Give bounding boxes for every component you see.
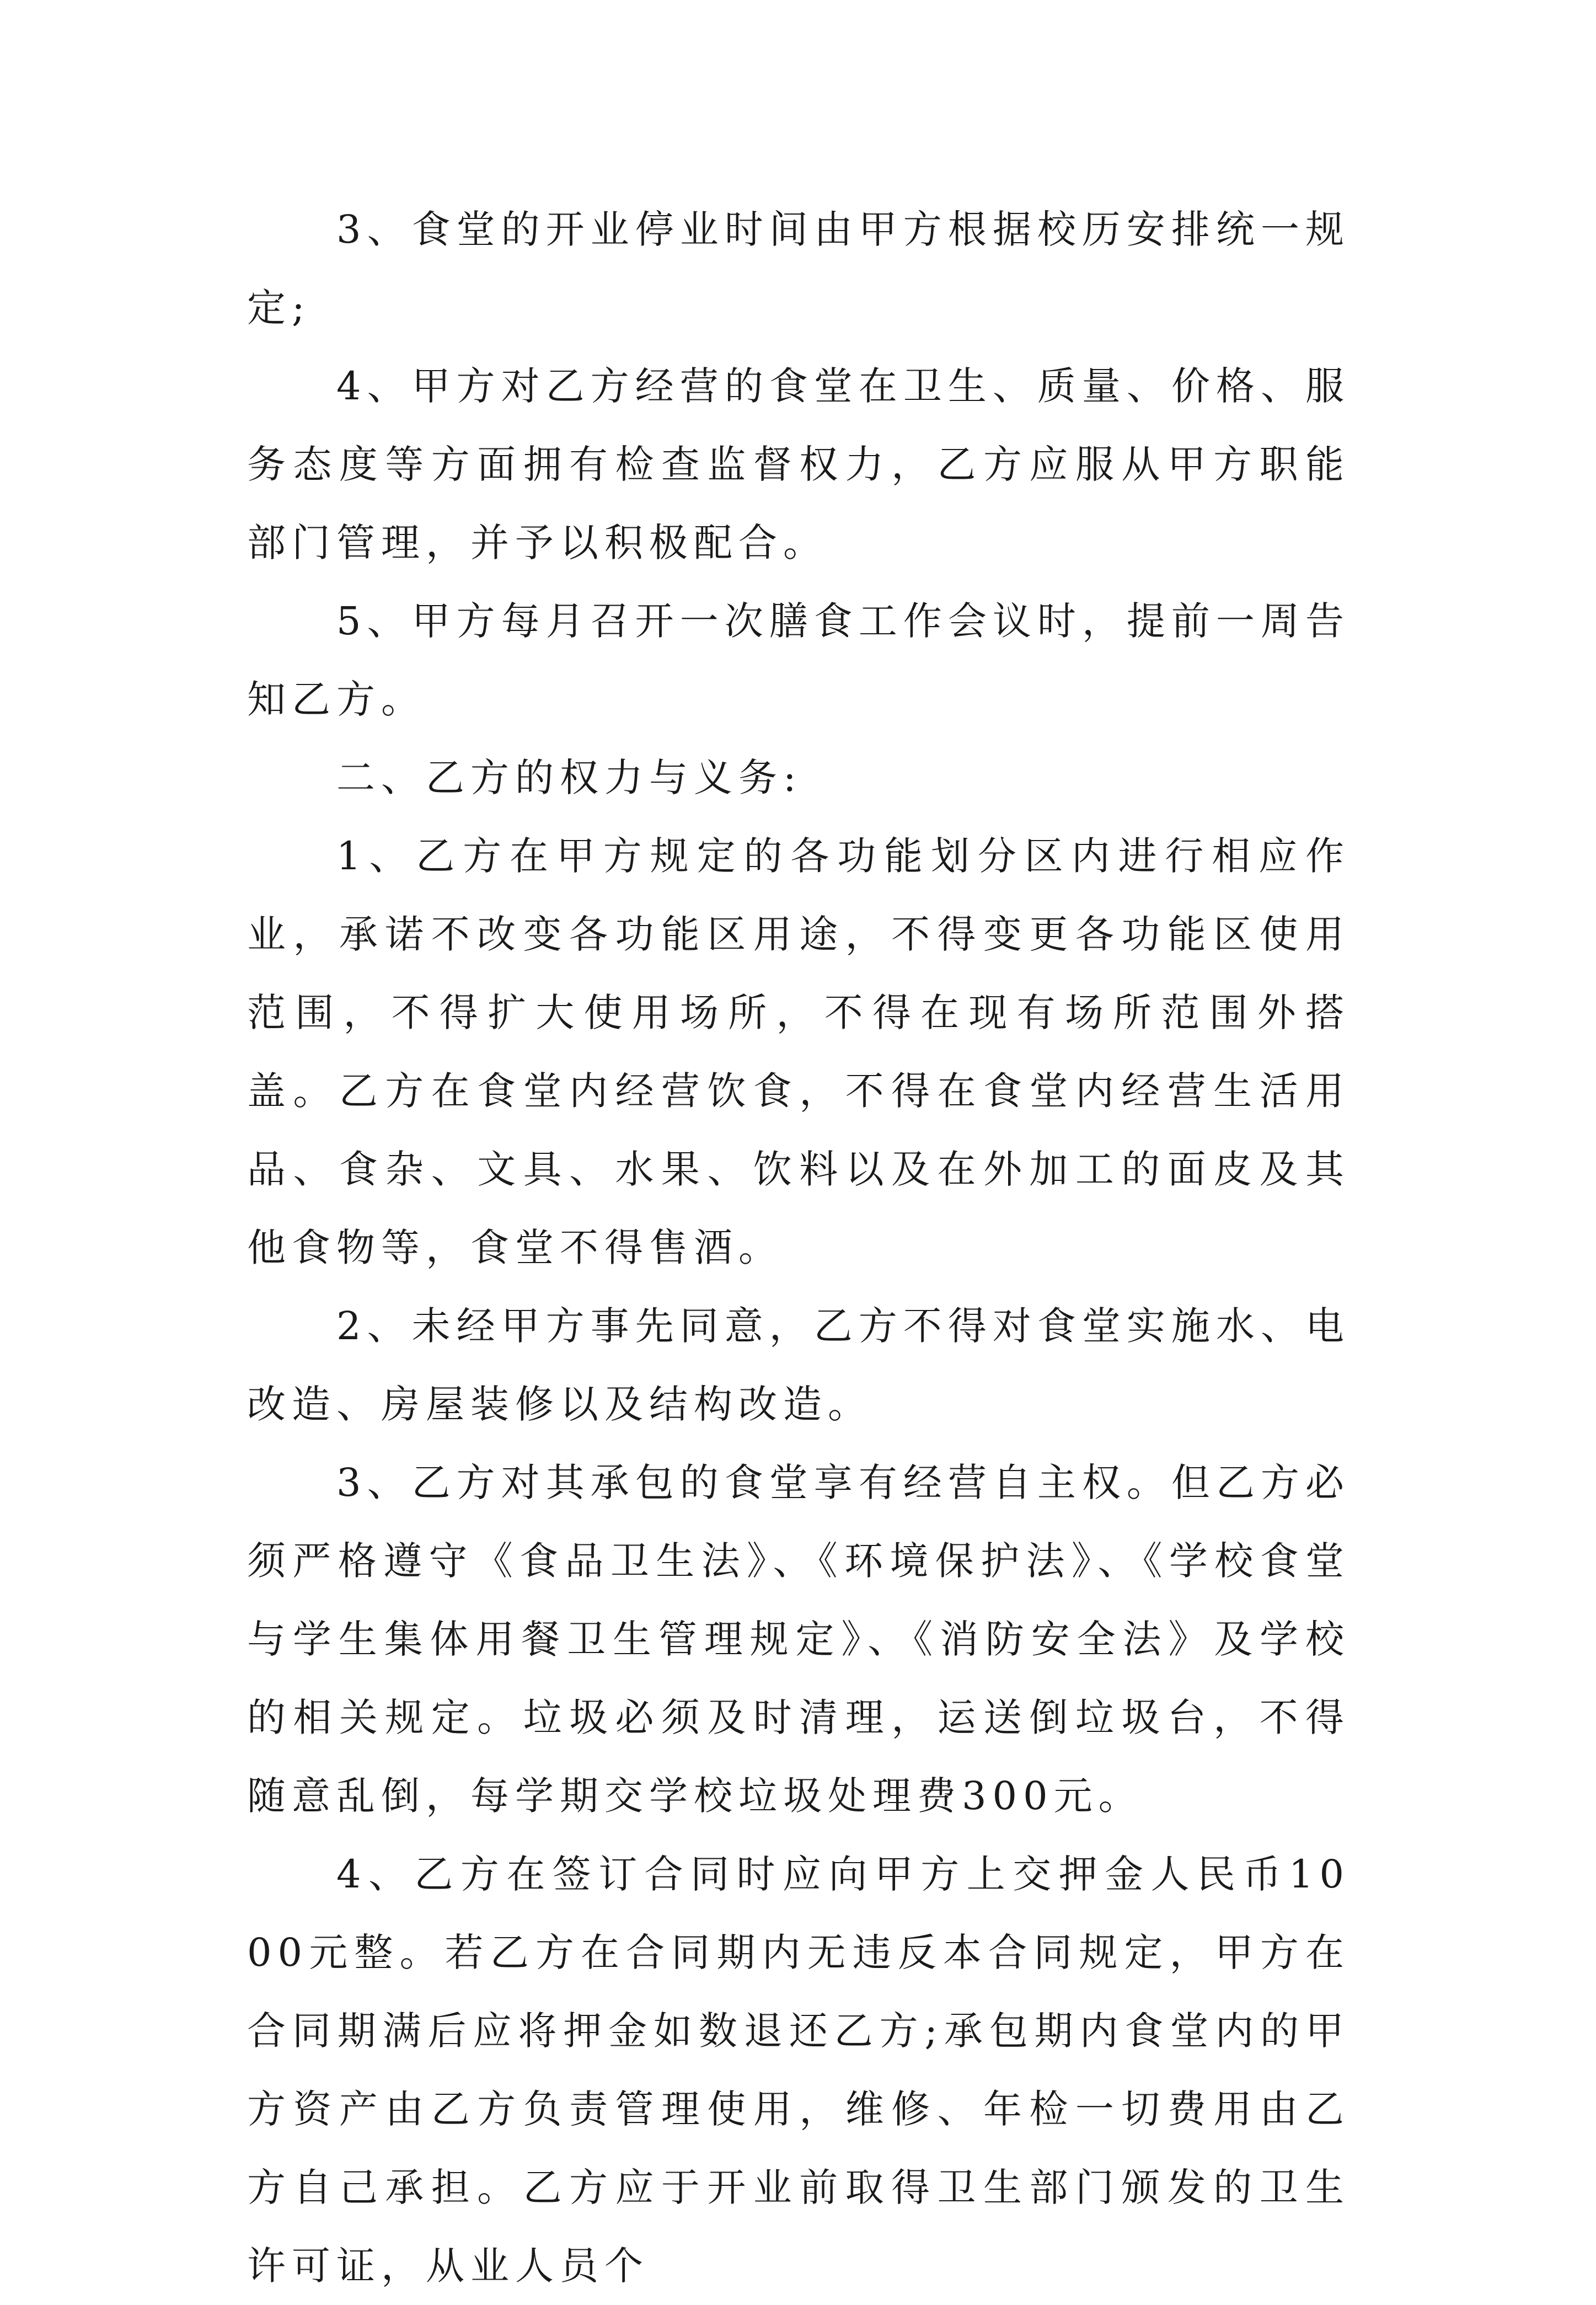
paragraph-operating-autonomy: 3、乙方对其承包的食堂享有经营自主权。但乙方必须严格遵守《食品卫生法》、《环境保护法》、《学校食堂与学生集体用餐卫生管理规定》、《消防安全法》及学校的相关规定。垃圾必须及时清理，运送倒垃圾台，不得随意乱倒，每学期交学校垃圾处理费300元。 [247,1460,1350,1819]
paragraph-opening-hours: 3、食堂的开业停业时间由甲方根据校历安排统一规定; [247,207,1350,330]
paragraph-deposit: 4、乙方在签订合同时应向甲方上交押金人民币1000元整。若乙方在合同期内无违反本合同规定，甲方在合同期满后应将押金如数退还乙方;承包期内食堂内的甲方资产由乙方负责管理使用，维修、年检一切费用由乙方自己承担。乙方应于开业前取得卫生部门颁发的卫生许可证，从业人员个 [247,1852,1350,2288]
paragraph-monthly-meeting: 5、甲方每月召开一次膳食工作会议时，提前一周告知乙方。 [247,598,1350,722]
paragraph-functional-areas: 1、乙方在甲方规定的各功能划分区内进行相应作业，承诺不改变各功能区用途，不得变更各功能区使用范围，不得扩大使用场所，不得在现有场所范围外搭盖。乙方在食堂内经营饮食，不得在食堂内经营生活用品、食杂、文具、水果、饮料以及在外加工的面皮及其他食物等，食堂不得售酒。 [247,833,1350,1270]
paragraph-supervision-rights: 4、甲方对乙方经营的食堂在卫生、质量、价格、服务态度等方面拥有检查监督权力，乙方应服从甲方职能部门管理，并予以积极配合。 [247,363,1350,565]
section-heading-party-b-rights: 二、乙方的权力与义务: [336,755,802,800]
document-body [247,190,1350,2305]
paragraph-renovation-consent: 2、未经甲方事先同意，乙方不得对食堂实施水、电改造、房屋装修以及结构改造。 [247,1303,1350,1427]
